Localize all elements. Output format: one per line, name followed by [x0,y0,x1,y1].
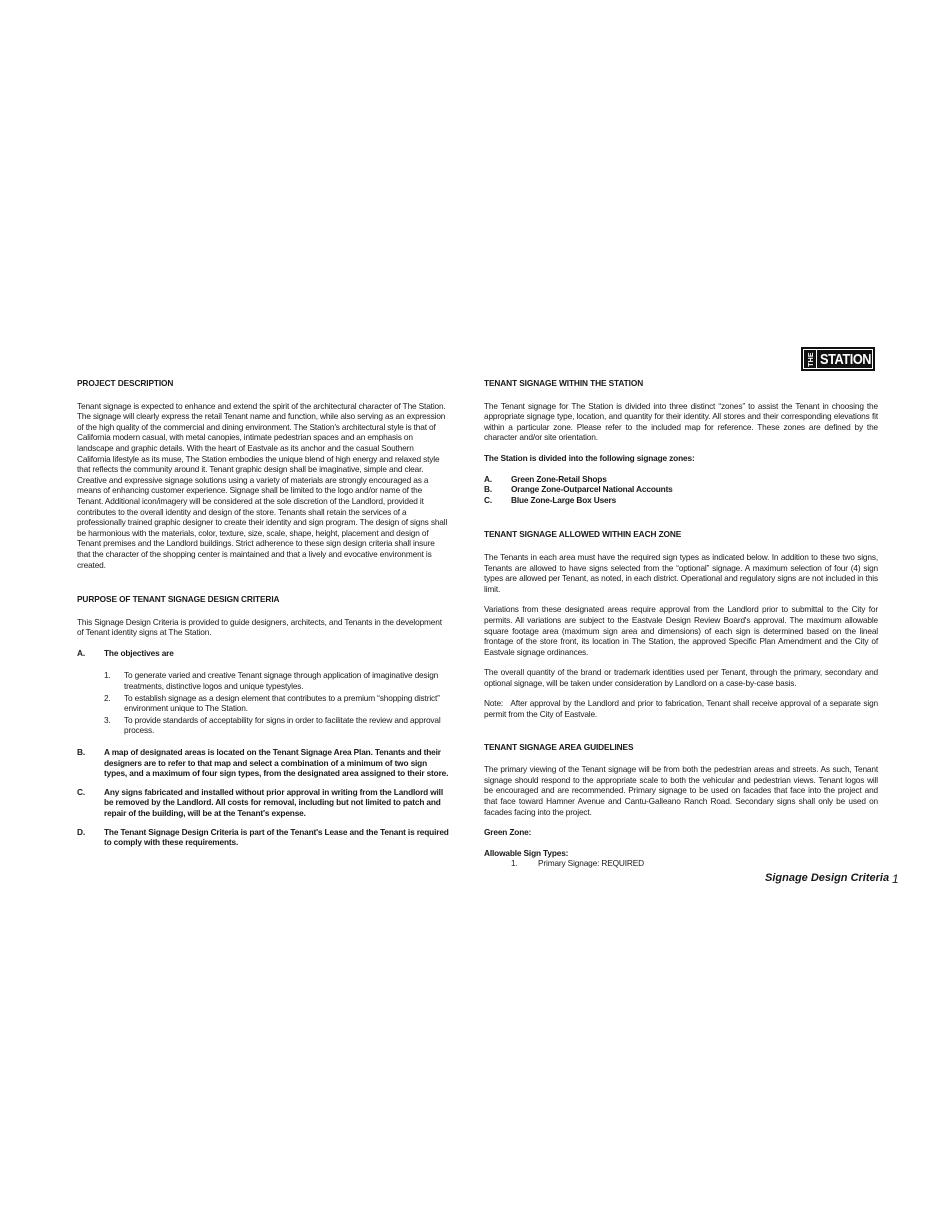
zone-marker: B. [484,484,492,495]
zone-text: Orange Zone-Outparcel National Accounts [511,484,673,495]
item-marker: A. [77,647,85,658]
zone-item [484,484,878,495]
objective-item [77,670,449,691]
logo-the-block [806,350,817,368]
item-text: A map of designated areas is located on the Tenant Signage Area Plan. Tenants and their designers are to refer to that map and select a combination of a minimum of two sign types, and a maximum of four sign types, from the designated area assigned to their store. [104,747,449,779]
area-guidelines-heading: TENANT SIGNAGE AREA GUIDELINES [484,741,634,752]
item-marker: C. [77,786,85,797]
project-description-body: Tenant signage is expected to enhance and extend the spirit of the architectural character of The Station. The signage will clearly express the retail Tenant name and function, while also serving as an expression of the high quality of the commercial and dining environment. The Station's architectural style is that of California modern casual, with metal canopies, intimate pedestrian spaces and an emphasis on landscape and graphic details. With the heart of Eastvale as its anchor and the casual Southern California lifestyle as its muse, The Station embodies the unique blend of high energy and relaxed style that reflects the community around it. Tenant graphic design shall be imaginative, simple and clear. Creative and expressive signage solutions using a variety of materials are strongly encouraged as a means of enhancing customer experience. Signage shall be limited to the logo and/or name of the Tenant. Additional icon/imagery will be considered at the sole discretion of the Landlord, provided it contributes to the overall identity and design of the store. Tenants shall retain the services of a professionally trained graphic designer to create their identity and sign program. The design of signs shall be harmonious with the materials, color, texture, size, scale, shape, height, placement and design of Tenant premises and the Landlord buildings. Strict adherence to these sign design criteria shall insure that the character of the shopping center is maintained and that a lively and evocative environment is created. [77,400,448,570]
zone-text: Blue Zone-Large Box Users [511,494,617,505]
allowed-heading: TENANT SIGNAGE ALLOWED WITHIN EACH ZONE [484,529,682,540]
list-item-b [77,747,449,779]
allowed-paragraph-2: Variations from these designated areas require approval from the Landlord prior to submittal to the City for permits. All variations are subject to the Eastvale Design Review Board's approval. The maximum allowable square footage area (maximum sign area and dimensions) of each sign is determined based on the lineal frontage of the store front, its location in The Station, the approved Specific Plan Amendment and the City of Eastvale signage ordinances. [484,604,878,657]
left-column [77,378,449,856]
objective-number: 1. [104,670,111,681]
purpose-heading: PURPOSE OF TENANT SIGNAGE DESIGN CRITERIA [77,594,280,605]
zone-marker: A. [484,473,492,484]
zone-item [484,495,878,506]
green-zone-label: Green Zone: [484,827,532,838]
within-station-heading: TENANT SIGNAGE WITHIN THE STATION [484,378,644,388]
item-text: The Tenant Signage Design Criteria is part of the Tenant's Lease and the Tenant is required to comply with these requirements. [104,826,449,848]
list-item-d [77,827,449,848]
objective-number: 2. [104,692,111,703]
zone-marker: C. [484,494,492,505]
list-item-a [77,648,449,659]
zones-intro: The Station is divided into the following signage zones: [484,452,695,463]
item-marker: D. [77,826,85,837]
allowed-paragraph-1: The Tenants in each area must have the required sign types as indicated below. In addition to these two signs, Tenants are allowed to have signs selected from the “optional” signage. A maximum selection of four (4) sign types are allowed per Tenant, as noted, in each district. Operational and regulatory signs are not included in this limit. [484,551,878,594]
objective-number: 3. [104,714,111,725]
objective-item [77,693,449,714]
objective-text: To establish signage as a design element that contributes to a premium “shopping district” environment unique to The Station. [124,692,440,714]
zone-item [484,474,878,485]
sign-type-number: 1. [511,858,518,869]
objective-item [77,715,449,736]
right-column [484,378,881,869]
sign-type-text: Primary Signage: REQUIRED [538,858,644,869]
logo-the-text: THE [807,351,815,367]
item-text: The objectives are [104,647,174,658]
footer-title: Signage Design Criteria [765,872,890,884]
project-description-heading: PROJECT DESCRIPTION [77,378,174,388]
allowed-paragraph-3: The overall quantity of the brand or trademark identities used per Tenant, through the primary, secondary and optional signage, will be taken under consideration by Landlord on a case-by-case basis. [484,667,878,688]
item-marker: B. [77,747,85,758]
area-guidelines-body: The primary viewing of the Tenant signage will be from both the pedestrian areas and streets. As such, Tenant signage should respond to the appropriate scale to both the vehicular and pedestrian views. Tenant logos will be encouraged and are recommended. Primary signage to be used on facades that face into the project and that face toward Hamner Avenue and Cantu-Galleano Ranch Road. Secondary signs shall only be used on facades facing into the project. [484,764,878,817]
item-text: Any signs fabricated and installed without prior approval in writing from the Landlord will be removed by the Landlord. All costs for removal, including but not limited to patch and repair of the building, will be at the Tenant's expense. [104,786,443,818]
zone-text: Green Zone-Retail Shops [511,473,607,484]
objective-text: To provide standards of acceptability for signs in order to facilitate the review and approval process. [124,714,441,736]
allowable-sign-types-label: Allowable Sign Types: [484,847,569,858]
list-item-c [77,787,449,819]
the-station-logo [801,347,875,371]
page-number: 1 [892,872,899,886]
zones-list [484,474,878,506]
sign-type-item [484,858,878,869]
purpose-body: This Signage Design Criteria is provided to guide designers, architects, and Tenants in the development of Tenant identity signs at The Station. [77,616,442,638]
logo-station-text: STATION [820,350,872,368]
objective-text: To generate varied and creative Tenant signage through application of imaginative design treatments, distinctive logos and unique typestyles. [124,670,439,692]
within-station-body: The Tenant signage for The Station is divided into three distinct “zones” to assist the Tenant in choosing the appropriate signage type, location, and quantity for their identity. All stores and their corresponding elevations fit within a particular zone. Please refer to the included map for reference. These zones are defined by the character and/or site orientation. [484,400,878,443]
note-paragraph: Note: After approval by the Landlord and prior to fabrication, Tenant shall receive approval of a separate sign permit from the City of Eastvale. [484,698,881,720]
